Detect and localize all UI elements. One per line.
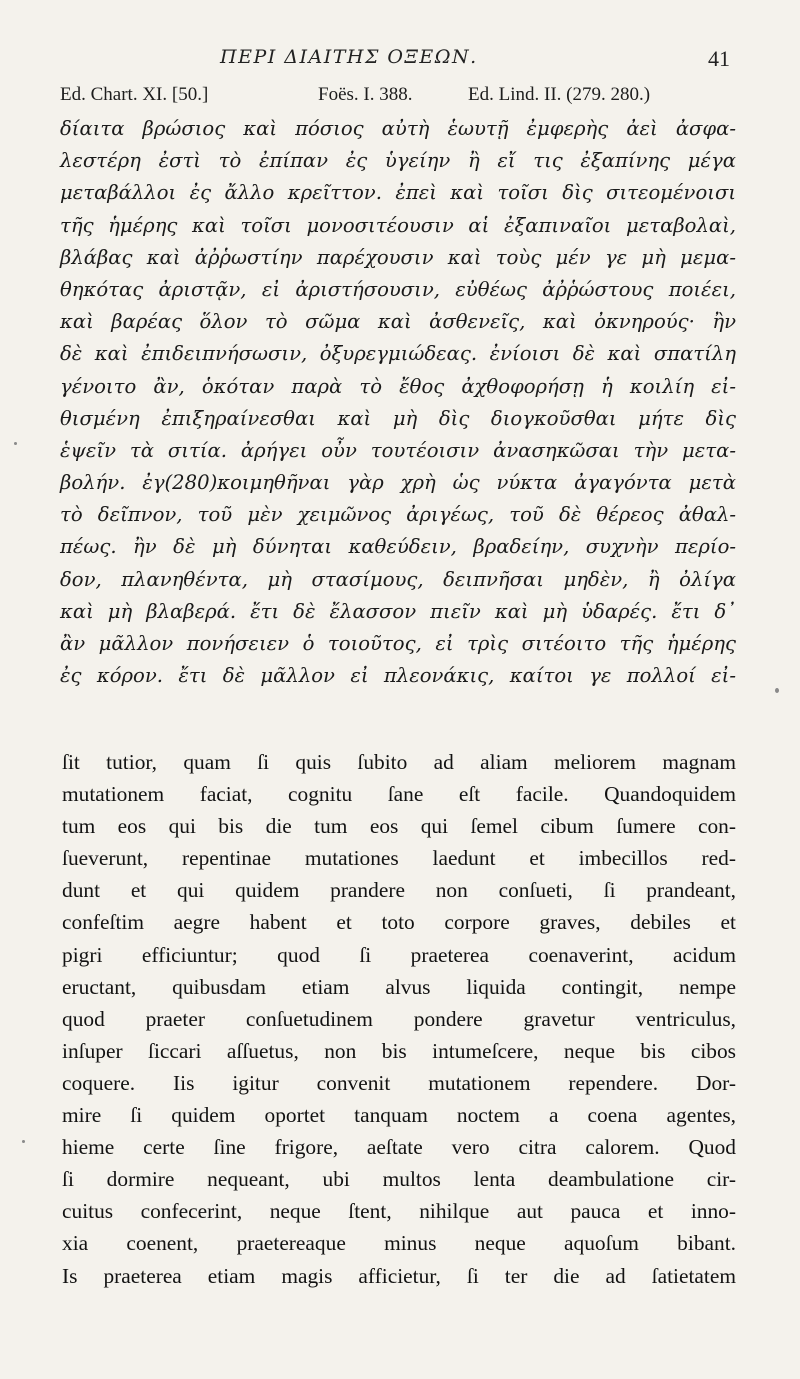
greek-text-line: θηκότας ἀριστᾷν, εἰ ἀριστήσουσιν, εὐθέως ἀῤῥώστους ποιέει, <box>60 277 736 301</box>
edition-chart-ref: Ed. Chart. XI. [50.] <box>60 84 209 105</box>
greek-text-line: ἂν μᾶλλον πονήσειεν ὁ τοιοῦτος, εἰ τρὶς σιτέοιτο τῆς ἡμέρης <box>60 632 736 655</box>
latin-text-line: xia coenent, praetereaque minus neque aquoſum bibant. <box>62 1231 736 1256</box>
greek-text-line: λεστέρη ἐστὶ τὸ ἐπίπαν ἐς ὑγείην ἢ εἴ τις ἐξαπίνης μέγα <box>60 149 736 173</box>
greek-text-line: θισμένη ἐπιξηραίνεσθαι καὶ μὴ δὶς διογκοῦσθαι μήτε δὶς <box>60 406 736 430</box>
greek-text-line: ἐς κόρον. ἔτι δὲ μᾶλλον εἰ πλεονάκις, καίτοι γε πολλοί εἰ- <box>60 664 736 688</box>
paper-speck <box>14 442 17 445</box>
latin-text-line: inſuper ſiccari aſſuetus, non bis intumeſcere, neque bis cibos <box>62 1038 736 1063</box>
page-number: 41 <box>708 46 730 71</box>
latin-text-line: pigri efficiuntur; quod ſi praeterea coenaverint, acidum <box>62 942 736 967</box>
greek-text-line: βολήν. ἐγ(280)κοιμηθῆναι γὰρ χρὴ ὡς νύκτα ἀγαγόντα μετὰ <box>60 471 736 495</box>
latin-text-line: confeſtim aegre habent et toto corpore graves, debiles et <box>62 910 736 935</box>
greek-text-line: δίαιτα βρώσιος καὶ πόσιος αὐτὴ ἑωυτῇ ἐμφερὴς ἀεὶ ἀσφα- <box>60 117 736 140</box>
greek-text-line: καὶ βαρέας ὅλον τὸ σῶμα καὶ ἀσθενεῖς, καὶ ὀκνηρούς· ἢν <box>60 310 736 334</box>
latin-text-line: coquere. Iis igitur convenit mutationem rependere. Dor- <box>62 1070 736 1095</box>
latin-text-line: mire ſi quidem oportet tanquam noctem a coena agentes, <box>62 1103 736 1128</box>
greek-text-line: δον, πλανηθέντα, μὴ στασίμους, δειπνῆσαι μηδὲν, ἢ ὀλίγα <box>60 567 736 591</box>
latin-text-line: quod praeter conſuetudinem pondere gravetur ventriculus, <box>62 1006 736 1031</box>
latin-text-block <box>62 746 736 1292</box>
greek-text-line: ἑψεῖν τὰ σιτία. ἀρήγει οὖν τουτέοισιν ἀνασηκῶσαι τὴν μετα- <box>60 438 736 462</box>
running-head <box>60 44 730 80</box>
latin-text-line: Is praeterea etiam magis afficietur, ſi ter die ad ſatietatem <box>62 1263 736 1288</box>
latin-text-line: hieme certe ſine frigore, aeſtate vero citra calorem. Quod <box>62 1135 736 1160</box>
paper-speck <box>775 688 779 693</box>
latin-text-line: ſi dormire nequeant, ubi multos lenta deambulatione cir- <box>62 1167 736 1192</box>
greek-text-line: πέως. ἢν δὲ μὴ δύνηται καθεύδειν, βραδείην, συχνὴν περίο- <box>60 535 736 559</box>
paper-speck <box>22 1140 25 1143</box>
greek-text-line: τῆς ἡμέρης καὶ τοῖσι μονοσιτέουσιν αἱ ἐξαπιναῖοι μεταβολαὶ, <box>60 213 736 237</box>
latin-text-line: ſit tutior, quam ſi quis ſubito ad aliam meliorem magnam <box>62 750 736 774</box>
latin-text-line: ſueverunt, repentinae mutationes laedunt et imbecillos red- <box>62 846 736 871</box>
latin-text-line: eructant, quibusdam etiam alvus liquida contingit, nempe <box>62 974 736 999</box>
latin-text-line: dunt et qui quidem prandere non conſueti, ſi prandeant, <box>62 878 736 903</box>
edition-lind-ref: Ed. Lind. II. (279. 280.) <box>468 84 651 105</box>
latin-text-line: cuitus confecerint, neque ſtent, nihilque aut pauca et inno- <box>62 1199 736 1224</box>
greek-text-line: γένοιτο ἂν, ὁκόταν παρὰ τὸ ἔθος ἀχθοφορήσῃ ἡ κοιλίη εἰ- <box>60 374 736 398</box>
latin-text-line: tum eos qui bis die tum eos qui ſemel cibum ſumere con- <box>62 814 736 839</box>
greek-text-block <box>60 113 736 692</box>
latin-text-line: mutationem faciat, cognitu ſane eſt facile. Quandoquidem <box>62 782 736 807</box>
greek-text-line: βλάβας καὶ ἀῤῥωστίην παρέχουσιν καὶ τοὺς μέν γε μὴ μεμα- <box>60 245 736 269</box>
greek-text-line: δὲ καὶ ἐπιδειπνήσωσιν, ὀξυρεγμιώδεας. ἐνίοισι δὲ καὶ σπατίλη <box>60 342 736 366</box>
greek-text-line: καὶ μὴ βλαβερά. ἔτι δὲ ἔλασσον πιεῖν καὶ μὴ ὑδαρές. ἔτι δ᾽ <box>60 599 736 623</box>
edition-foes-ref: Foës. I. 388. <box>318 84 413 105</box>
running-title: ΠΕΡΙ ΔΙΑΙΤΗΣ ΟΞΕΩΝ. <box>220 46 478 68</box>
greek-text-line: μεταβάλλοι ἐς ἄλλο κρεῖττον. ἐπεὶ καὶ τοῖσι δὶς σιτεομένοισι <box>60 181 736 205</box>
greek-text-line: τὸ δεῖπνον, τοῦ μὲν χειμῶνος ἀριγέως, τοῦ δὲ θέρεος ἀθαλ- <box>60 503 736 527</box>
